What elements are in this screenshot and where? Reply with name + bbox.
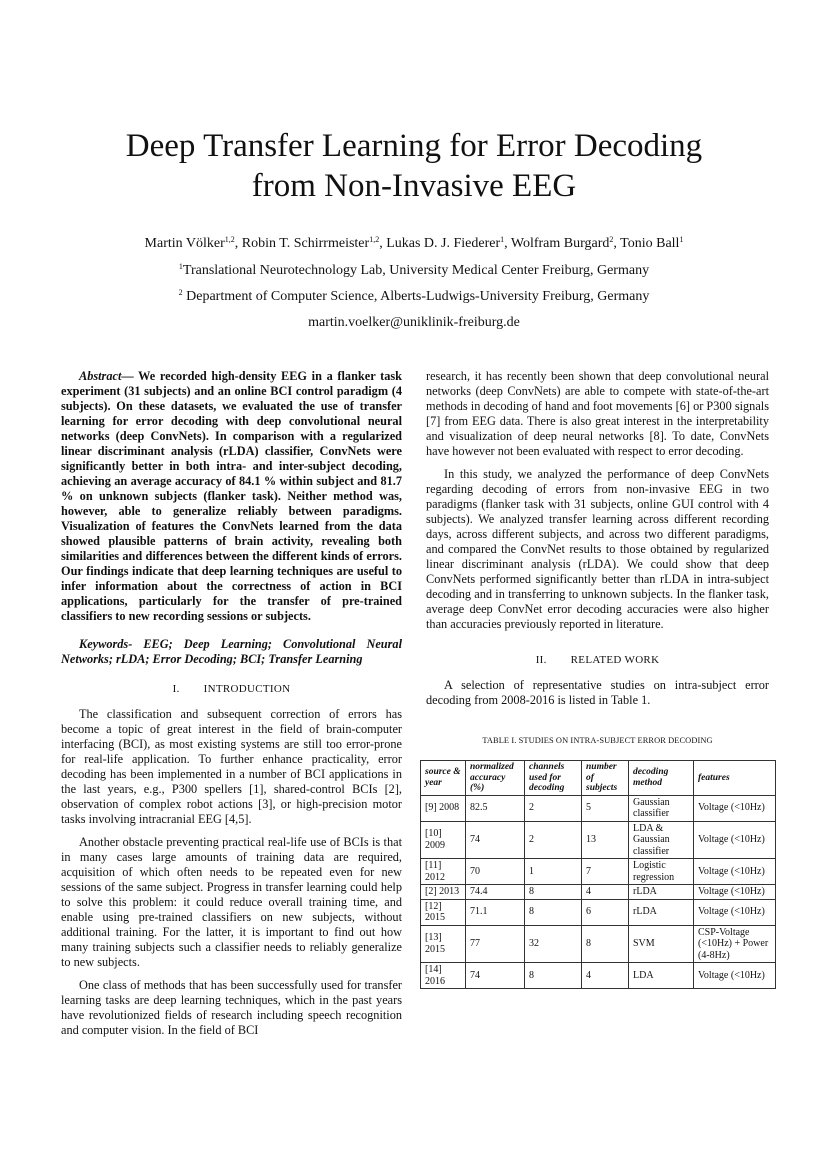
table-cell: 8 <box>525 963 582 989</box>
table-cell: 2 <box>525 821 582 859</box>
left-column <box>61 369 402 1038</box>
table-cell: Voltage (<10Hz) <box>694 899 776 925</box>
table-cell: Voltage (<10Hz) <box>694 821 776 859</box>
affiliation-2: $^2$ Department of Computer Science, Alberts-Ludwigs-University Freiburg, Germany <box>178 288 650 304</box>
table-header-cell: decoding method <box>629 761 694 796</box>
table-cell: [14] 2016 <box>421 963 466 989</box>
table-cell: 32 <box>525 925 582 963</box>
table-cell: 1 <box>525 859 582 885</box>
author: Robin T. Schirrmeister$^{1,2}$, <box>241 235 387 251</box>
table-row <box>421 899 776 925</box>
table-row <box>421 885 776 900</box>
title-line-2: from Non-Invasive EEG <box>251 168 577 204</box>
table-cell: Logistic regression <box>629 859 694 885</box>
section-heading-introduction: I. INTRODUCTION <box>172 683 291 695</box>
author: Wolfram Burgard$^2$, <box>510 235 621 251</box>
table-row <box>421 821 776 859</box>
title-line-1: Deep Transfer Learning for Error Decoding <box>125 128 703 164</box>
table-cell: 70 <box>466 859 525 885</box>
table-cell: Voltage (<10Hz) <box>694 859 776 885</box>
author: Martin Völker$^{1,2}$, <box>144 235 242 251</box>
keywords: Keywords- EEG; Deep Learning; Convolutional Neural Networks; rLDA; Error Decoding; BCI; Transfer Learning <box>61 637 402 666</box>
table-cell: LDA <box>629 963 694 989</box>
table-cell: rLDA <box>629 885 694 900</box>
table-header-cell: number of subjects <box>582 761 629 796</box>
right-column <box>426 369 769 989</box>
table-cell: 8 <box>525 885 582 900</box>
table-cell: LDA & Gaussian classifier <box>629 821 694 859</box>
related-paragraph: A selection of representative studies on intra-subject error decoding from 2008-2016 is listed in Table 1. <box>426 678 769 707</box>
table-cell: [13] 2015 <box>421 925 466 963</box>
author: Tonio Ball$^1$ <box>620 235 684 251</box>
table-cell: Voltage (<10Hz) <box>694 885 776 900</box>
right-paragraph-1: research, it has recently been shown that deep convolutional neural networks (deep ConvNets) are able to compete with state-of-the-art methods in decoding of hand and foot movements [6] or P300 signals [7] from EEG data. There is also great interest in the interpretability and visualization of deep neural networks [8]. To date, ConvNets have however not been evaluated with respect to error decoding. <box>426 369 769 458</box>
table-cell: Gaussian classifier <box>629 795 694 821</box>
table-cell: 74 <box>466 821 525 859</box>
table-header-cell: features <box>694 761 776 796</box>
intro-paragraph-3: One class of methods that has been successfully used for transfer learning tasks are deep learning techniques, which in the past years have revolutionized fields of research including speech recognition and computer vision. In the field of BCI <box>61 978 402 1037</box>
table-row <box>421 795 776 821</box>
paper-title <box>0 126 828 206</box>
table-cell: rLDA <box>629 899 694 925</box>
table-row <box>421 963 776 989</box>
table-cell: 6 <box>582 899 629 925</box>
intro-paragraph-1: The classification and subsequent correction of errors has become a topic of great interest in the field of brain-computer interfacing (BCI), as most existing systems are still too error-prone for real-life application. To further enhance practicality, error decoding has been implemented in a number of BCI applications in the last years, e.g., P300 spellers [1], shared-control BCIs [2], observation of complex robot actions [3], or high-precision motor tasks involving intracranial EEG [4,5]. <box>61 707 402 826</box>
table-cell: 7 <box>582 859 629 885</box>
intro-paragraph-2: Another obstacle preventing practical real-life use of BCIs is that in many cases large amounts of training data are required, acquisition of which often needs to be repeated even for new sessions of the same subject. Progress in transfer learning could help to solve this problem: it could reduce overall training time, and enable using pre-trained classifiers on new subjects, without additional training. For the latter, it is important to find out how many training subjects such a classifier needs to reliably generalize to new subjects. <box>61 835 402 969</box>
table-cell: [11] 2012 <box>421 859 466 885</box>
table-cell: CSP-Voltage (<10Hz) + Power (4-8Hz) <box>694 925 776 963</box>
table-cell: 2 <box>525 795 582 821</box>
table-cell: 4 <box>582 885 629 900</box>
section-heading-related-work: II. RELATED WORK <box>535 654 660 666</box>
table-cell: [10] 2009 <box>421 821 466 859</box>
abstract: Abstract— We recorded high-density EEG in a flanker task experiment (31 subjects) and an online BCI control paradigm (4 subjects). On these datasets, we evaluated the use of transfer learning for error decoding with deep convolutional neural networks (deep ConvNets). In comparison with a regularized linear discriminant analysis (rLDA) classifier, ConvNets were significantly better in both intra- and inter-subject decoding, achieving an average accuracy of 84.1 % within subject and 81.7 % on unknown subjects (flanker task). Neither method was, however, able to generalize reliably between paradigms. Visualization of features the ConvNets learned from the data showed plausible patterns of brain activity, revealing both similarities and differences between the different kinds of errors. Our findings indicate that deep learning techniques are useful to infer information about the correctness of action in BCI applications, particularly for the transfer of pre-trained classifiers to new recording sessions or subjects. <box>61 369 402 623</box>
email[interactable]: martin.voelker@uniklinik-freiburg.de <box>308 315 520 330</box>
table-cell: 71.1 <box>466 899 525 925</box>
table-cell: [12] 2015 <box>421 899 466 925</box>
table-cell: 74.4 <box>466 885 525 900</box>
affiliation-1: $^1$Translational Neurotechnology Lab, University Medical Center Freiburg, Germany <box>178 262 650 278</box>
table-row <box>421 925 776 963</box>
table-cell: Voltage (<10Hz) <box>694 963 776 989</box>
table-cell: 77 <box>466 925 525 963</box>
author: Lukas D. J. Fiederer$^1$, <box>386 235 511 251</box>
table-header-cell: channels used for decoding <box>525 761 582 796</box>
right-paragraph-2: In this study, we analyzed the performance of deep ConvNets regarding decoding of errors from non-invasive EEG in two paradigms (flanker task with 31 subjects, online GUI control with 4 subjects). We analyzed transfer learning across different recording days, across different subjects, and across two different paradigms, and compared the ConvNet results to those obtained by regularized linear discriminant analysis (rLDA). We could show that deep ConvNets performed significantly better than rLDA in intra-subject decoding and in transferring to unknown subjects. In the flanker task, average deep ConvNet error decoding accuracies were also higher than accuracies previously reported in literature. <box>426 467 769 631</box>
table-cell: 82.5 <box>466 795 525 821</box>
table-cell: Voltage (<10Hz) <box>694 795 776 821</box>
author-list <box>0 236 828 252</box>
table-caption: TABLE I. STUDIES ON INTRA-SUBJECT ERROR DECODING <box>482 736 713 745</box>
table-cell: 4 <box>582 963 629 989</box>
table-cell: 74 <box>466 963 525 989</box>
table-header-cell: source & year <box>421 761 466 796</box>
table-row <box>421 859 776 885</box>
studies-table <box>420 760 776 989</box>
table-header-cell: normalized accuracy (%) <box>466 761 525 796</box>
table-cell: SVM <box>629 925 694 963</box>
table-header-row <box>421 761 776 796</box>
table-cell: [2] 2013 <box>421 885 466 900</box>
table-cell: 8 <box>525 899 582 925</box>
table-cell: [9] 2008 <box>421 795 466 821</box>
table-cell: 13 <box>582 821 629 859</box>
table-cell: 5 <box>582 795 629 821</box>
table-cell: 8 <box>582 925 629 963</box>
